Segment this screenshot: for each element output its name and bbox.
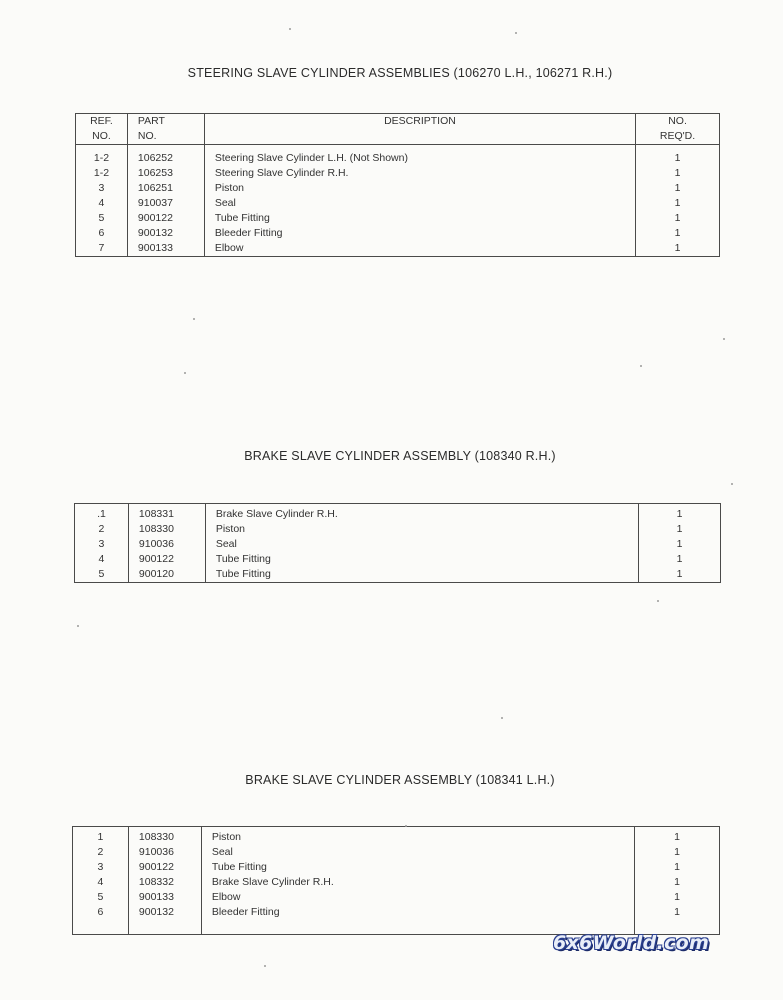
ref-no: 6	[76, 226, 128, 241]
part-no: 106252	[127, 145, 204, 167]
qty-required: 1	[676, 568, 683, 580]
table-row	[75, 552, 721, 567]
qty-required: 1	[674, 197, 681, 209]
qty-required: 1	[674, 212, 681, 224]
part-no: 910036	[128, 845, 201, 860]
brake-rh-assembly-title: BRAKE SLAVE CYLINDER ASSEMBLY (108340 R.H.)	[244, 449, 556, 463]
part-no-header: PART NO.	[127, 114, 204, 145]
table-row	[76, 241, 720, 257]
description: Steering Slave Cylinder R.H.	[204, 166, 635, 181]
brake-lh-parts-table	[72, 826, 720, 935]
ref-no: 5	[76, 211, 128, 226]
description: Elbow	[204, 241, 635, 257]
table-row	[76, 211, 720, 226]
table-row	[75, 504, 721, 523]
ref-no: 3	[76, 181, 128, 196]
description: Tube Fitting	[205, 552, 638, 567]
ref-no: 2	[73, 845, 129, 860]
ref-no: 4	[75, 552, 129, 567]
ref-no: 4	[76, 196, 128, 211]
table-row	[75, 522, 721, 537]
qty-required: 1	[674, 227, 681, 239]
scan-speck	[723, 338, 725, 340]
ref-no: 1-2	[76, 145, 128, 167]
description: Piston	[204, 181, 635, 196]
part-no: 106251	[127, 181, 204, 196]
scan-speck	[193, 318, 195, 320]
qty-required: 1	[674, 831, 680, 843]
table-row	[73, 827, 720, 846]
table-row	[76, 166, 720, 181]
description: Brake Slave Cylinder R.H.	[205, 504, 638, 523]
description: Piston	[205, 522, 638, 537]
table-row	[73, 890, 720, 905]
table-row	[76, 196, 720, 211]
description: Bleeder Fitting	[201, 905, 634, 935]
description: Steering Slave Cylinder L.H. (Not Shown)	[204, 145, 635, 167]
table-row	[73, 875, 720, 890]
table-row	[76, 145, 720, 167]
brake-lh-assembly-title: BRAKE SLAVE CYLINDER ASSEMBLY (108341 L.H.)	[245, 773, 555, 787]
description: Seal	[204, 196, 635, 211]
ref-no: 5	[75, 567, 129, 583]
part-no: 900122	[128, 552, 205, 567]
description: Seal	[201, 845, 634, 860]
part-no: 900122	[128, 860, 201, 875]
ref-no-header: REF. NO.	[76, 114, 128, 145]
part-no: 106253	[127, 166, 204, 181]
qty-required: 1	[674, 167, 681, 179]
description: Tube Fitting	[201, 860, 634, 875]
ref-no: 7	[76, 241, 128, 257]
qty-required: 1	[674, 846, 680, 858]
scan-speck	[264, 965, 266, 967]
steering-assemblies-title: STEERING SLAVE CYLINDER ASSEMBLIES (106270 L.H., 106271 R.H.)	[187, 66, 613, 80]
part-no: 900122	[127, 211, 204, 226]
qty-required: 1	[674, 876, 680, 888]
part-no: 108330	[128, 827, 201, 846]
brake-rh-parts-table	[74, 503, 721, 583]
ref-no: 5	[73, 890, 129, 905]
qty-required: 1	[674, 861, 680, 873]
part-no: 900132	[128, 905, 201, 935]
description: Piston	[201, 827, 634, 846]
steering-parts-table	[75, 113, 720, 257]
scan-speck	[184, 372, 186, 374]
ref-no: 3	[75, 537, 129, 552]
table-row	[75, 567, 721, 583]
ref-no: 4	[73, 875, 129, 890]
scan-speck	[657, 600, 659, 602]
part-no: 910037	[127, 196, 204, 211]
ref-no: 2	[75, 522, 129, 537]
qty-required: 1	[676, 523, 683, 535]
table-row	[75, 537, 721, 552]
scan-speck	[77, 625, 79, 627]
part-no: 108331	[128, 504, 205, 523]
qty-required: 1	[674, 891, 680, 903]
part-no: 900133	[128, 890, 201, 905]
scan-speck	[640, 365, 642, 367]
part-no: 900120	[128, 567, 205, 583]
part-no: 900132	[127, 226, 204, 241]
description: Bleeder Fitting	[204, 226, 635, 241]
qty-required: 1	[674, 152, 681, 164]
qty-required: 1	[676, 538, 683, 550]
ref-no: 6	[73, 905, 129, 935]
description: Tube Fitting	[204, 211, 635, 226]
scan-speck	[501, 717, 503, 719]
qty-required-header: NO. REQ'D.	[636, 114, 720, 145]
scan-speck	[405, 825, 407, 827]
description: Seal	[205, 537, 638, 552]
table-row	[73, 845, 720, 860]
ref-no: 1-2	[76, 166, 128, 181]
table-row	[73, 905, 720, 935]
watermark-logo: 6x6World.com	[553, 932, 710, 954]
qty-required: 1	[676, 553, 683, 565]
part-no: 108330	[128, 522, 205, 537]
qty-required: 1	[674, 182, 681, 194]
table-row	[76, 226, 720, 241]
ref-no: 1	[73, 827, 129, 846]
part-no: 900133	[127, 241, 204, 257]
description: Tube Fitting	[205, 567, 638, 583]
qty-required: 1	[676, 508, 683, 520]
qty-required: 1	[674, 906, 680, 918]
table-row	[76, 181, 720, 196]
scan-speck	[731, 483, 733, 485]
scan-speck	[289, 28, 291, 30]
ref-no: .1	[75, 504, 129, 523]
description: Elbow	[201, 890, 634, 905]
qty-required: 1	[674, 242, 681, 254]
description-header: DESCRIPTION	[204, 114, 635, 145]
part-no: 910036	[128, 537, 205, 552]
description: Brake Slave Cylinder R.H.	[201, 875, 634, 890]
table-header-row	[76, 114, 720, 145]
scan-speck	[515, 32, 517, 34]
table-row	[73, 860, 720, 875]
ref-no: 3	[73, 860, 129, 875]
part-no: 108332	[128, 875, 201, 890]
